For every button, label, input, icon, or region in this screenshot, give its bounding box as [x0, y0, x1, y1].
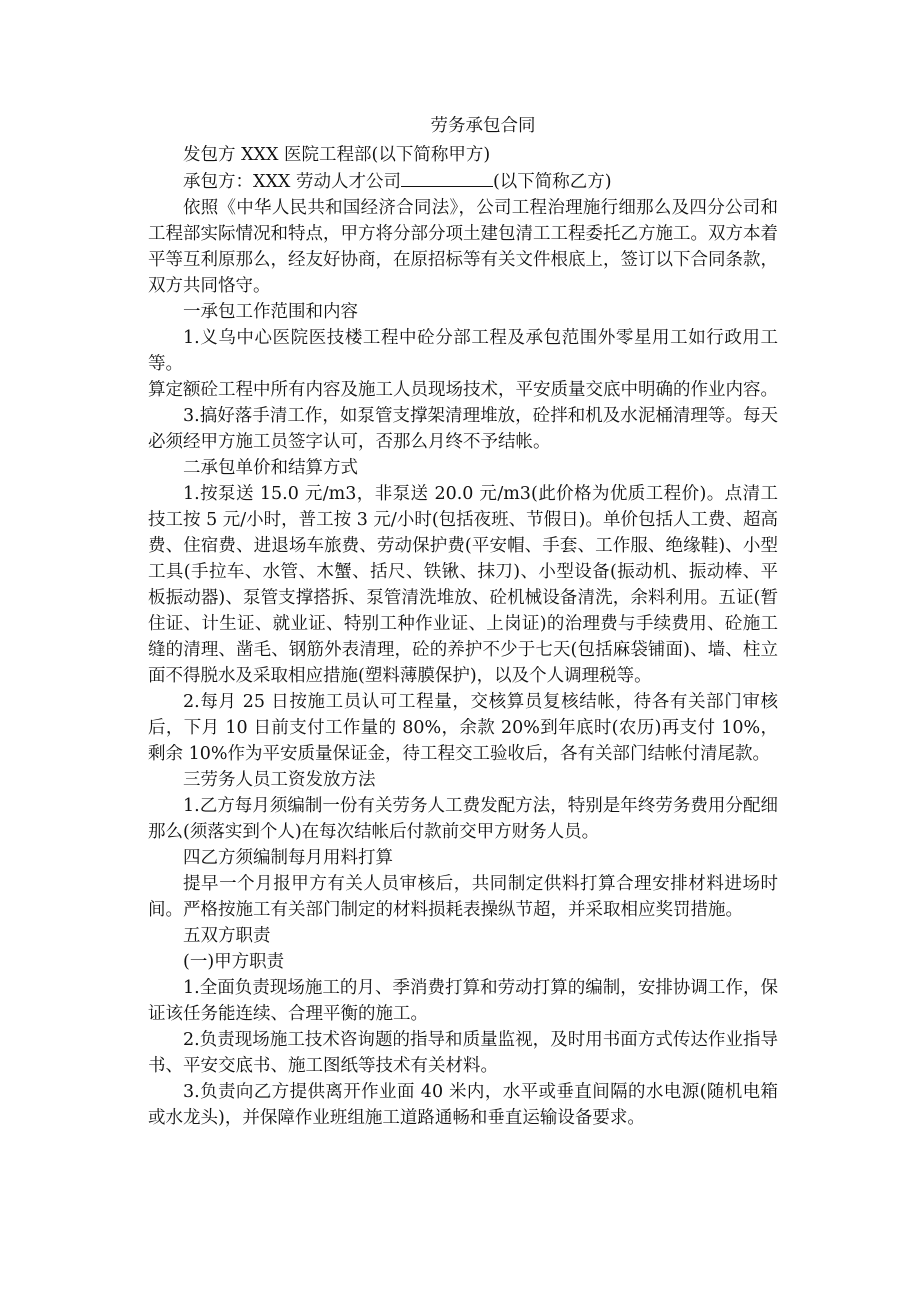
- section-4-heading: 四乙方须编制每月用料打算: [183, 848, 393, 868]
- section-2-item-1: 1.按泵送 15.0 元/m3，非泵送 20.0 元/m3(此价格为优质工程价)。点清工技工按 5 元/小时，普工按 3 元/小时(包括夜班、节假日)。单价包括人工费、超高费、住宿费、进退场车旅费、劳动保护费(平安帽、手套、工作服、绝缘鞋)、小型工具(手拉车、水管、木蟹、括尺、铁锹、抹刀)、小型设备(振动机、振动棒、平板振动器)、泵管支撑搭拆、泵管清洗堆放、砼机械设备清洗，余料利用。五证(暂住证、计生证、就业证、特别工种作业证、上岗证)的治理费与手续费用、砼施工缝的清理、凿毛、钢筋外表清理，砼的养护不少于七天(包括麻袋铺面)、墙、柱立面不得脱水及采取相应措施(塑料薄膜保护)，以及个人调理税等。: [148, 484, 778, 686]
- section-1-item-2: 算定额砼工程中所有内容及施工人员现场技术，平安质量交底中明确的作业内容。: [148, 380, 778, 400]
- party-b-name: 承包方：XXX 劳动人才公司: [183, 172, 401, 192]
- intro-paragraph: 依照《中华人民共和国经济合同法》，公司工程治理施行细那么及四分公司和工程部实际情况和特点，甲方将分部分项土建包清工工程委托乙方施工。双方本着平等互利原那么，经友好协商，在原招标等有关文件根底上，签订以下合同条款，双方共同恪守。: [148, 198, 778, 296]
- section-2-item-2: 2.每月 25 日按施工员认可工程量，交核算员复核结帐，待各有关部门审核后，下月 10 日前支付工作量的 80%，余款 20%到年底时(农历)再支付 10%，剩余 10%作为平安质量保证金，待工程交工验收后，各有关部门结帐付清尾款。: [148, 692, 778, 764]
- section-1-heading: 一承包工作范围和内容: [183, 302, 358, 322]
- document-title: 劳务承包合同: [430, 116, 536, 136]
- section-1-item-1: 1.义乌中心医院医技楼工程中砼分部工程及承包范围外零星用工如行政用工等。: [148, 328, 778, 374]
- party-a-line: 发包方 XXX 医院工程部(以下简称甲方): [183, 145, 491, 165]
- party-b-suffix: (以下简称乙方): [492, 172, 612, 192]
- blank-underline: [401, 168, 493, 187]
- section-1-item-3: 3.搞好落手清工作，如泵管支撑架清理堆放，砼拌和机及水泥桶清理等。每天必须经甲方施工员签字认可，否那么月终不予结帐。: [148, 406, 778, 452]
- section-5-item-1: 1.全面负责现场施工的月、季消费打算和劳动打算的编制，安排协调工作，保证该任务能连续、合理平衡的施工。: [148, 978, 778, 1024]
- section-5-subheading: (一)甲方职责: [183, 952, 285, 972]
- section-5-item-3: 3.负责向乙方提供离开作业面 40 米内，水平或垂直间隔的水电源(随机电箱或水龙头)，并保障作业班组施工道路通畅和垂直运输设备要求。: [148, 1082, 778, 1128]
- document-body: [148, 110, 778, 1131]
- section-5-heading: 五双方职责: [183, 926, 271, 946]
- section-5-item-2: 2.负责现场施工技术咨询题的指导和质量监视，及时用书面方式传达作业指导书、平安交底书、施工图纸等技术有关材料。: [148, 1030, 778, 1076]
- section-4-body: 提早一个月报甲方有关人员审核后，共同制定供料打算合理安排材料进场时间。严格按施工有关部门制定的材料损耗表操纵节超，并采取相应奖罚措施。: [148, 874, 778, 920]
- section-2-heading: 二承包单价和结算方式: [183, 458, 358, 478]
- section-3-heading: 三劳务人员工资发放方法: [183, 770, 376, 790]
- party-b-line: [148, 168, 778, 195]
- section-3-item-1: 1.乙方每月须编制一份有关劳务人工费发配方法，特别是年终劳务费用分配细那么(须落实到个人)在每次结帐后付款前交甲方财务人员。: [148, 796, 778, 842]
